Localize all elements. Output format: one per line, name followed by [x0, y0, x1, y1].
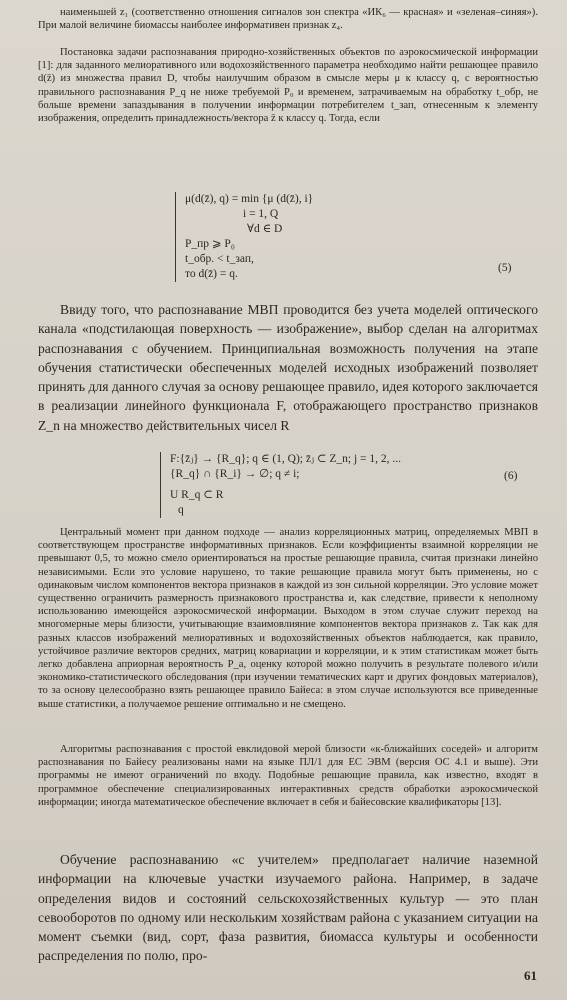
formula-5-line: P_пр ⩾ P₀	[185, 238, 235, 250]
small-paragraph-2: Алгоритмы распознавания с простой евклидовой мерой близости «к-ближайших соседей» и алгоритм распознавания по Байесу реализованы нами на языке ПЛ/1 для ЕС ЭВМ (версия ОС 4.1 и выше). Эти программы не имеют ограничений по входу. Подобные решающие правила, как известно, входят в программное обеспечение специализированных интерактивных средств обработки аэрокосмической информации; иногда математическое обеспечение включает в себя и байесовские квалификаторы [13].	[38, 744, 538, 808]
small-paragraph-1: Центральный момент при данном подходе — анализ корреляционных матриц, определяемых МВП в соответствующем пространстве информативных признаков. Если коэффициенты взаимной корреляции не превышают 0,5, то можно смело ориентироваться на простые решающие правила, считая признаки линейно независимыми. Если это условие нарушено, то такие решающие правила могут быть применены, но с одинаковым числом компонентов вектора признаков в каждой из зон сильной корреляции. Это условие может существенно ограничить размерность признакового пространства и, как следствие, привести к неполному использованию имеющейся аэрокосмической информации. Выходом в этом случае служит переход на многомерные меры близости, учитывающие взаимовлияние компонентов вектора признаков z. Так как для разных классов изображений мелиоративных и водохозяйственных объектов наблюдается, как правило, устойчивое различие векторов средних, матриц ковариации и корреляции, и к этим статистикам может быть легко добавлена априорная вероятность P_a, оценку которой можно получить в результате полевого и/или экономико-статистического обследования (при изучении тематических карт и других фондовых материалов), то за основу целесообразно взять решающее правило Байеса: в этом случае используются все приведенные выше статистики, а получаемое решение оптимально и не смещено.	[38, 527, 538, 710]
formula-5-line: t_обр. < t_зап,	[185, 253, 254, 265]
bottom-paragraph: Обучение распознаванию «с учителем» предполагает наличие наземной информации на ключевые участки изучаемого района. Например, в задаче определения видов и состояний сельскохозяйственных культур — это план севооборотов по одному или нескольким хозяйствам района с указанием ситуации на момент съемки (вид, сорт, фаза развития, биомасса культуры и особенности распределения по полю, про-	[38, 852, 538, 964]
top-paragraph-2: Постановка задачи распознавания природно-хозяйственных объектов по аэрокосмической информации [1]: для заданного мелиоративного или водохозяйственного параметра необходимо найти решающее правило d(z̄) из множества правил D, чтобы наилучшим образом в смысле меры μ к классу q, с вероятностью правильного распознавания P_q не ниже требуемой P₀ и временем, затрачиваемым на обработку t_обр, не больше времени запаздывания в получении информации потребителем t_зап, отнесенным к элементу изображения, определить принадлежность/вектора z̄ к классу q. Тогда, если	[38, 47, 538, 125]
formula-6	[160, 452, 470, 518]
formula-6-line: q	[178, 504, 184, 516]
formula-5	[175, 192, 435, 282]
equation-number-6: (6)	[504, 470, 518, 482]
formula-6-line: U R_q ⊂ R	[170, 489, 224, 501]
top-paragraph-1: наименьшей z₁ (соответственно отношения сигналов зон спектра «ИК₆ — красная» и «зеленая–синяя»). При малой величине биомассы наиболее информативен признак z₄.	[38, 7, 538, 32]
formula-5-line: ∀d ∈ D	[247, 223, 283, 235]
formula-5-line: μ(d(z̄), q) = min {μ (d(z̄), i}	[185, 193, 314, 205]
formula-6-line: F:{z̄ⱼ} → {R_q}; q ∈ (1, Q); z̄ⱼ ⊂ Z_n; j = 1, 2, ...	[170, 453, 402, 465]
middle-paragraph: Ввиду того, что распознавание МВП проводится без учета моделей оптического канала «подстилающая поверхность — изображение», выбор сделан на алгоритмах распознавания с обучением. Принципиальная возможность получения на этапе обучения статистически обеспеченных моделей исходных изображений позволяет принять для данного случая за основу решающее правило, идея которого заключается в реализации линейного функционала F, отображающего пространство признаков Z_n на множество действительных чисел R	[38, 302, 538, 433]
formula-6-line: {R_q} ∩ {R_i} → ∅; q ≠ i;	[170, 468, 300, 480]
formula-5-line: то d(z̄) = q.	[185, 268, 238, 280]
formula-5-line: i = 1, Q	[243, 208, 279, 220]
equation-number-5: (5)	[498, 262, 512, 274]
page-number: 61	[524, 968, 537, 983]
